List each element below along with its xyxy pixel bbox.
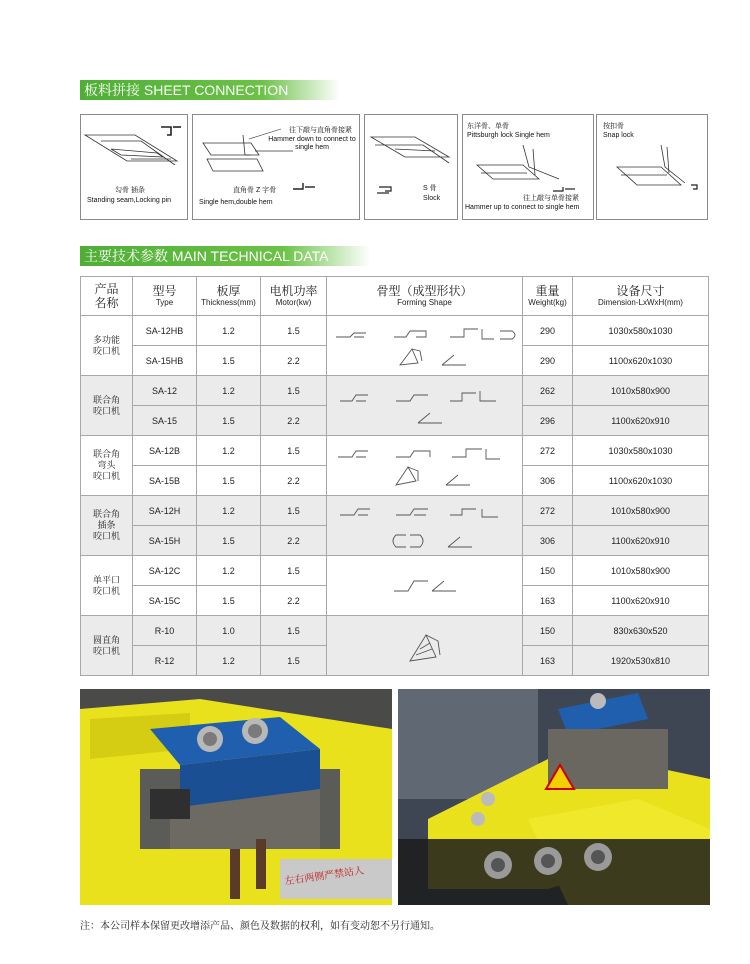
cell-thickness: 1.2 — [197, 556, 261, 586]
cell-motor: 1.5 — [261, 376, 327, 406]
cell-thickness: 1.2 — [197, 436, 261, 466]
cell-weight: 272 — [523, 496, 573, 526]
connection-single-hem — [192, 114, 360, 220]
cell-weight: 290 — [523, 346, 573, 376]
cell-dimension: 1010x580x900 — [573, 556, 709, 586]
cell-dimension: 1100x620x910 — [573, 526, 709, 556]
cell-thickness: 1.5 — [197, 526, 261, 556]
table-header-row — [81, 277, 709, 316]
cell-weight: 150 — [523, 616, 573, 646]
cell-thickness: 1.2 — [197, 316, 261, 346]
s-lock-cn: S 骨 — [423, 185, 437, 192]
forming-shape-cell — [327, 496, 523, 556]
footnote: 注：本公司样本保留更改增添产品、颜色及数据的权利，如有变动恕不另行通知。 — [80, 921, 440, 932]
connection-standing-seam — [80, 114, 188, 220]
cell-type: SA-12HB — [133, 316, 197, 346]
header-product: 产品 名称 — [81, 277, 133, 316]
pittsburgh-lock-en: Pittsburgh lock Single hem — [467, 132, 550, 139]
group-name: 联合角 插条 咬口机 — [81, 496, 133, 556]
connection-snap-lock — [596, 114, 708, 220]
table-row — [81, 496, 709, 526]
single-hem-callout-en: Hammer down to connect to single hem — [268, 136, 356, 151]
cell-motor: 1.5 — [261, 646, 327, 676]
cell-weight: 262 — [523, 376, 573, 406]
group-name: 多功能 咬口机 — [81, 316, 133, 376]
cell-dimension: 1030x580x1030 — [573, 436, 709, 466]
cell-dimension: 1100x620x910 — [573, 586, 709, 616]
cell-weight: 163 — [523, 586, 573, 616]
standing-seam-cn: 勾骨 插条 — [115, 187, 145, 194]
cell-thickness: 1.2 — [197, 496, 261, 526]
table-row — [81, 616, 709, 646]
standing-seam-en: Standing seam,Locking pin — [87, 197, 172, 204]
cell-dimension: 1100x620x1030 — [573, 466, 709, 496]
s-lock-drawing — [365, 115, 457, 219]
cell-motor: 1.5 — [261, 436, 327, 466]
header-weight: 重量 Weight(kg) — [523, 277, 573, 316]
forming-shape-icon — [330, 379, 520, 433]
forming-shape-cell — [327, 316, 523, 376]
cell-motor: 1.5 — [261, 316, 327, 346]
pittsburgh-callout-en: Hammer up to connect to single hem — [465, 204, 580, 211]
group-name: 圆直角 咬口机 — [81, 616, 133, 676]
single-hem-cn: 直角骨 Z 字骨 — [233, 187, 277, 194]
cell-motor: 1.5 — [261, 556, 327, 586]
cell-type: R-10 — [133, 616, 197, 646]
cell-thickness: 1.5 — [197, 406, 261, 436]
connection-s-lock — [364, 114, 458, 220]
cell-type: SA-15HB — [133, 346, 197, 376]
forming-shape-icon — [330, 559, 520, 613]
cell-type: SA-15 — [133, 406, 197, 436]
warning-label: 左右两侧严禁站人 — [283, 865, 365, 888]
table-row — [81, 556, 709, 586]
table-row — [81, 376, 709, 406]
cell-weight: 150 — [523, 556, 573, 586]
cell-motor: 2.2 — [261, 526, 327, 556]
cell-type: SA-15C — [133, 586, 197, 616]
cell-type: SA-12C — [133, 556, 197, 586]
single-hem-callout-cn: 往下敲与直角骨接紧 — [289, 127, 352, 134]
cell-dimension: 1100x620x910 — [573, 406, 709, 436]
pittsburgh-lock-cn: 东洋骨、单骨 — [467, 123, 509, 130]
cell-thickness: 1.5 — [197, 346, 261, 376]
snap-lock-cn: 按扣骨 — [603, 123, 624, 130]
forming-shape-icon — [330, 439, 520, 493]
cell-dimension: 1030x580x1030 — [573, 316, 709, 346]
machine-photo-right — [398, 689, 710, 905]
section-title-sheet-connection: 板料拼接 SHEET CONNECTION — [80, 80, 340, 100]
cell-thickness: 1.2 — [197, 376, 261, 406]
forming-shape-cell — [327, 436, 523, 496]
cell-motor: 1.5 — [261, 496, 327, 526]
header-forming-shape: 骨型（成型形状） Forming Shape — [327, 277, 523, 316]
connection-pittsburgh-lock — [462, 114, 594, 220]
cell-weight: 306 — [523, 466, 573, 496]
group-name: 单平口 咬口机 — [81, 556, 133, 616]
cell-thickness: 1.0 — [197, 616, 261, 646]
forming-shape-cell — [327, 616, 523, 676]
header-dimension: 设备尺寸 Dimension-LxWxH(mm) — [573, 277, 709, 316]
group-name: 联合角 咬口机 — [81, 376, 133, 436]
cell-weight: 272 — [523, 436, 573, 466]
snap-lock-en: Snap lock — [603, 132, 634, 139]
technical-data-table — [80, 276, 709, 676]
cell-dimension: 1010x580x900 — [573, 376, 709, 406]
forming-shape-cell — [327, 376, 523, 436]
forming-shape-icon — [330, 319, 520, 373]
cell-dimension: 1010x580x900 — [573, 496, 709, 526]
forming-shape-icon — [330, 499, 520, 553]
cell-dimension: 1100x620x1030 — [573, 346, 709, 376]
cell-type: SA-12 — [133, 376, 197, 406]
cell-motor: 2.2 — [261, 586, 327, 616]
cell-weight: 163 — [523, 646, 573, 676]
header-type: 型号 Type — [133, 277, 197, 316]
table-row — [81, 436, 709, 466]
cell-thickness: 1.2 — [197, 646, 261, 676]
cell-type: SA-12H — [133, 496, 197, 526]
table-row — [81, 316, 709, 346]
machine-photo-left — [80, 689, 392, 905]
cell-type: SA-12B — [133, 436, 197, 466]
forming-shape-icon — [330, 619, 520, 673]
cell-type: SA-15H — [133, 526, 197, 556]
cell-weight: 306 — [523, 526, 573, 556]
machine-right-illustration — [398, 689, 710, 905]
pittsburgh-callout-cn: 往上敲与单骨接紧 — [523, 195, 579, 202]
single-hem-en: Single hem,double hem — [199, 199, 273, 206]
cell-thickness: 1.5 — [197, 466, 261, 496]
connection-diagrams — [80, 114, 708, 220]
cell-thickness: 1.5 — [197, 586, 261, 616]
cell-type: SA-15B — [133, 466, 197, 496]
cell-type: R-12 — [133, 646, 197, 676]
cell-motor: 1.5 — [261, 616, 327, 646]
forming-shape-cell — [327, 556, 523, 616]
cell-dimension: 830x630x520 — [573, 616, 709, 646]
cell-weight: 290 — [523, 316, 573, 346]
header-motor: 电机功率 Motor(kw) — [261, 277, 327, 316]
cell-dimension: 1920x530x810 — [573, 646, 709, 676]
cell-motor: 2.2 — [261, 466, 327, 496]
header-thickness: 板厚 Thickness(mm) — [197, 277, 261, 316]
cell-weight: 296 — [523, 406, 573, 436]
section-title-technical-data: 主要技术参数 MAIN TECHNICAL DATA — [80, 246, 370, 266]
group-name: 联合角 弯头 咬口机 — [81, 436, 133, 496]
s-lock-en: Slock — [423, 195, 441, 202]
cell-motor: 2.2 — [261, 406, 327, 436]
cell-motor: 2.2 — [261, 346, 327, 376]
